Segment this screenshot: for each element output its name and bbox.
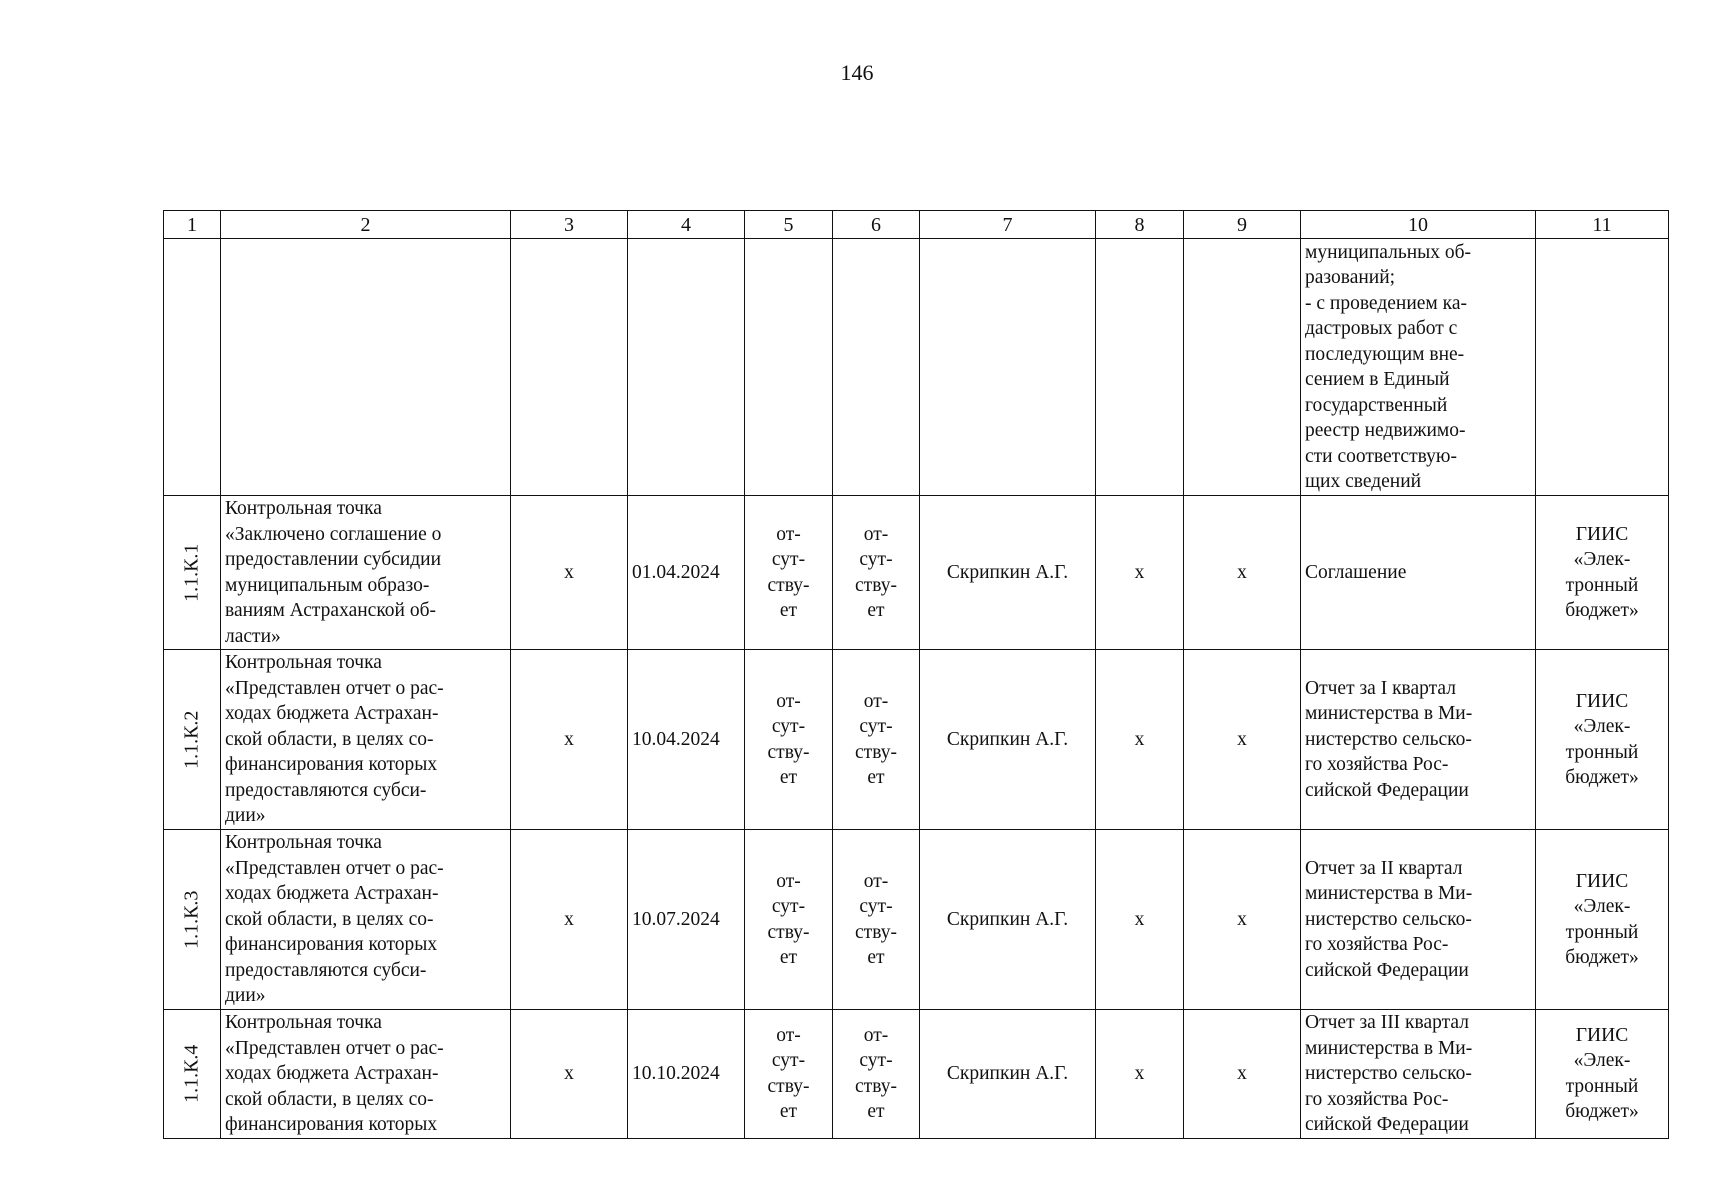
result-line: дастровых работ с	[1305, 318, 1458, 339]
row-number-cell	[164, 1010, 221, 1139]
result-line: министерства в Ми-	[1305, 883, 1473, 905]
date-cell: 10.04.2024	[628, 650, 745, 830]
table-row	[164, 1010, 1669, 1139]
column-number-header: 7	[920, 211, 1096, 239]
control-points-table	[163, 210, 1669, 1139]
row-number-cell	[164, 830, 221, 1010]
col6-line: сут-	[859, 1050, 893, 1072]
col5-line: от-	[776, 690, 801, 712]
result-line: нистерство сельско-	[1305, 728, 1472, 750]
row-number: 1.1.К.2	[180, 710, 203, 769]
col6-line: от-	[863, 1024, 889, 1046]
description-line: предоставляются субси-	[225, 779, 427, 801]
description-line: финансирования которых	[225, 1114, 438, 1135]
column-number-header: 9	[1184, 211, 1301, 239]
col3-cell: х	[511, 496, 628, 650]
result-line: нистерство сельско-	[1305, 1063, 1472, 1084]
info-line: «Элек-	[1573, 716, 1631, 737]
page-number: 146	[840, 60, 874, 85]
date-cell: 01.04.2024	[628, 496, 745, 650]
responsible-cell: Скрипкин А.Г.	[920, 650, 1096, 830]
info-line: бюджет»	[1565, 600, 1639, 621]
col8-cell: х	[1096, 1010, 1184, 1139]
column-number-header: 11	[1536, 211, 1669, 239]
col8-cell: х	[1096, 650, 1184, 830]
description-line: муниципальным образо-	[225, 574, 430, 596]
result-line: государственный	[1305, 394, 1448, 416]
description-line: Контрольная точка	[225, 832, 382, 854]
description-line: ской области, в целях со-	[225, 1088, 434, 1110]
info-system-cell	[1536, 650, 1669, 830]
responsible-cell: Скрипкин А.Г.	[920, 830, 1096, 1010]
info-line: ГИИС	[1575, 1024, 1629, 1046]
col9-cell: х	[1184, 650, 1301, 830]
description-line: «Представлен отчет о рас-	[225, 677, 444, 699]
info-line: тронный	[1565, 741, 1639, 763]
description-line: финансирования которых	[225, 934, 438, 956]
result-line: сийской Федерации	[1305, 959, 1469, 981]
result-cell	[1301, 1010, 1536, 1139]
result-line: го хозяйства Рос-	[1305, 754, 1449, 776]
result-line: сийской Федерации	[1305, 779, 1469, 801]
col6-line: ет	[867, 947, 885, 968]
result-line: го хозяйства Рос-	[1305, 1088, 1449, 1110]
info-line: тронный	[1565, 574, 1639, 596]
description-line: дии»	[225, 805, 266, 827]
description-cell	[221, 650, 511, 830]
col3-cell: х	[511, 830, 628, 1010]
column-number-header: 6	[833, 211, 920, 239]
column-number-header: 10	[1301, 211, 1536, 239]
col3-cell: х	[511, 650, 628, 830]
result-cell	[1301, 496, 1536, 650]
table-row	[164, 496, 1669, 650]
description-line: Контрольная точка	[225, 1012, 382, 1033]
description-cell	[221, 496, 511, 650]
col5-line: ству-	[767, 1075, 810, 1097]
description-line: Контрольная точка	[225, 652, 382, 674]
column-number-header: 1	[164, 211, 221, 239]
col6-cell	[833, 650, 920, 830]
row-number-cell	[164, 496, 221, 650]
empty-cell	[221, 239, 511, 496]
col9-cell: х	[1184, 496, 1301, 650]
empty-cell	[745, 239, 833, 496]
info-system-cell	[1536, 496, 1669, 650]
col6-line: ет	[867, 600, 885, 621]
description-line: ходах бюджета Астрахан-	[225, 703, 439, 725]
description-line: дии»	[225, 985, 266, 1007]
col9-cell: х	[1184, 1010, 1301, 1139]
col6-line: ству-	[855, 1075, 897, 1097]
column-number-header: 3	[511, 211, 628, 239]
description-line: «Представлен отчет о рас-	[225, 1037, 444, 1059]
col8-cell: х	[1096, 830, 1184, 1010]
result-line: - с проведением ка-	[1305, 292, 1467, 314]
continuation-row	[164, 239, 1669, 496]
col5-line: от-	[776, 870, 801, 892]
description-line: ваниям Астраханской об-	[225, 600, 437, 621]
responsible-cell: Скрипкин А.Г.	[920, 1010, 1096, 1139]
col6-line: ет	[867, 767, 885, 788]
col6-line: сут-	[859, 549, 893, 570]
col6-line: ет	[867, 1101, 885, 1123]
result-line: разований;	[1305, 267, 1396, 288]
col5-line: ству-	[767, 741, 810, 763]
result-line: сти соответствую-	[1305, 445, 1457, 467]
info-system-cell	[1536, 830, 1669, 1010]
date-cell: 10.07.2024	[628, 830, 745, 1010]
info-line: бюджет»	[1565, 947, 1639, 968]
info-line: «Элек-	[1573, 549, 1631, 570]
result-line: Отчет за I квартал	[1305, 677, 1456, 699]
result-cell	[1301, 239, 1536, 496]
empty-cell	[164, 239, 221, 496]
date-cell: 10.10.2024	[628, 1010, 745, 1139]
info-line: ГИИС	[1575, 690, 1629, 712]
empty-cell	[511, 239, 628, 496]
result-line: министерства в Ми-	[1305, 1037, 1473, 1059]
col6-cell	[833, 830, 920, 1010]
col6-line: ству-	[855, 741, 897, 763]
result-line: Соглашение	[1305, 561, 1407, 583]
description-line: «Представлен отчет о рас-	[225, 857, 444, 879]
col5-line: ет	[779, 767, 798, 788]
col3-cell: х	[511, 1010, 628, 1139]
result-line: щих сведений	[1305, 471, 1422, 492]
result-line: муниципальных об-	[1305, 241, 1472, 263]
col5-line: сут-	[771, 896, 806, 917]
col5-cell	[745, 1010, 833, 1139]
info-line: «Элек-	[1573, 896, 1631, 917]
info-line: бюджет»	[1565, 767, 1639, 788]
result-line: Отчет за III квартал	[1305, 1012, 1469, 1033]
description-line: ской области, в целях со-	[225, 908, 434, 930]
row-number: 1.1.К.1	[180, 543, 203, 602]
result-line: Отчет за II квартал	[1305, 857, 1463, 879]
description-cell	[221, 830, 511, 1010]
col6-line: ству-	[855, 574, 897, 596]
empty-cell	[1536, 239, 1669, 496]
column-number-header: 4	[628, 211, 745, 239]
result-line: сийской Федерации	[1305, 1114, 1469, 1135]
info-line: тронный	[1565, 1075, 1639, 1097]
result-line: последующим вне-	[1305, 343, 1465, 365]
description-line: ской области, в целях со-	[225, 728, 434, 750]
info-system-cell	[1536, 1010, 1669, 1139]
col6-line: сут-	[859, 716, 893, 737]
column-number-header: 8	[1096, 211, 1184, 239]
col6-line: от-	[863, 690, 889, 712]
col6-cell	[833, 496, 920, 650]
row-number: 1.1.К.3	[180, 890, 203, 949]
col5-line: ет	[779, 947, 798, 968]
table-row	[164, 830, 1669, 1010]
col5-cell	[745, 496, 833, 650]
column-number-header: 2	[221, 211, 511, 239]
empty-cell	[1096, 239, 1184, 496]
result-cell	[1301, 830, 1536, 1010]
result-line: министерства в Ми-	[1305, 703, 1473, 725]
result-line: реестр недвижимо-	[1305, 420, 1466, 441]
description-line: Контрольная точка	[225, 498, 382, 519]
col6-line: ству-	[855, 921, 897, 943]
description-line: ходах бюджета Астрахан-	[225, 1063, 439, 1084]
description-line: предоставлении субсидии	[225, 549, 442, 570]
result-line: нистерство сельско-	[1305, 908, 1472, 930]
col5-line: сут-	[771, 549, 806, 570]
col5-cell	[745, 650, 833, 830]
info-line: ГИИС	[1575, 870, 1629, 892]
result-line: го хозяйства Рос-	[1305, 934, 1449, 956]
result-line: сением в Единый	[1305, 369, 1450, 390]
description-line: финансирования которых	[225, 754, 438, 776]
description-cell	[221, 1010, 511, 1139]
col5-line: ет	[779, 1101, 798, 1123]
row-number: 1.1.К.4	[180, 1044, 203, 1103]
col6-line: от-	[863, 523, 889, 545]
col5-line: ству-	[767, 921, 810, 943]
info-line: тронный	[1565, 921, 1639, 943]
table-row	[164, 650, 1669, 830]
empty-cell	[628, 239, 745, 496]
col8-cell: х	[1096, 496, 1184, 650]
row-number-cell	[164, 650, 221, 830]
description-line: ласти»	[225, 625, 281, 647]
empty-cell	[833, 239, 920, 496]
col5-line: сут-	[771, 1050, 806, 1072]
column-number-row	[164, 211, 1669, 239]
responsible-cell: Скрипкин А.Г.	[920, 496, 1096, 650]
info-line: «Элек-	[1573, 1050, 1631, 1072]
info-line: ГИИС	[1575, 523, 1629, 545]
col5-line: от-	[776, 1024, 801, 1046]
col5-line: ству-	[767, 574, 810, 596]
result-cell	[1301, 650, 1536, 830]
col6-line: сут-	[859, 896, 893, 917]
col9-cell: х	[1184, 830, 1301, 1010]
col6-cell	[833, 1010, 920, 1139]
description-line: ходах бюджета Астрахан-	[225, 883, 439, 905]
column-number-header: 5	[745, 211, 833, 239]
col5-line: от-	[776, 523, 801, 545]
col6-line: от-	[863, 870, 889, 892]
col5-cell	[745, 830, 833, 1010]
description-line: «Заключено соглашение о	[225, 523, 442, 545]
col5-line: сут-	[771, 716, 806, 737]
description-line: предоставляются субси-	[225, 959, 427, 981]
info-line: бюджет»	[1565, 1101, 1639, 1123]
empty-cell	[1184, 239, 1301, 496]
col5-line: ет	[779, 600, 798, 621]
empty-cell	[920, 239, 1096, 496]
